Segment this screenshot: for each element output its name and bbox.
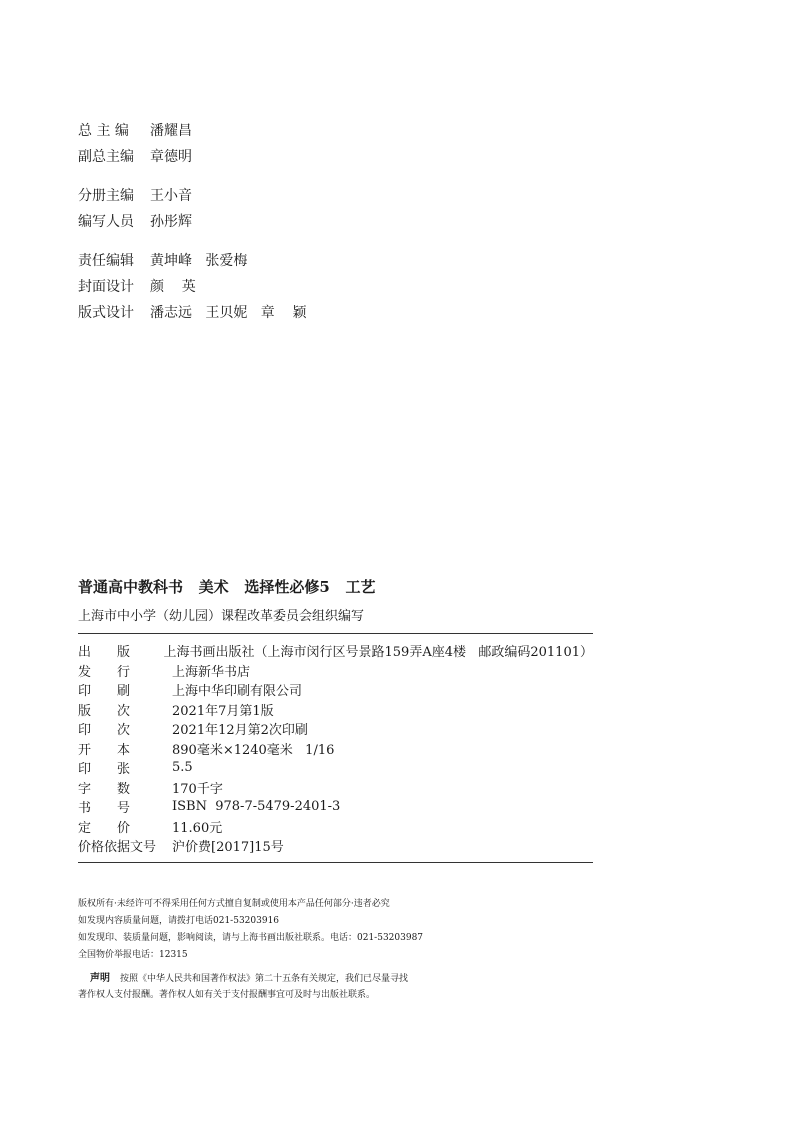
- copyright-notes: [78, 896, 478, 964]
- credit-row: [78, 250, 578, 276]
- credit-row: [78, 302, 578, 328]
- pub-value: 上海新华书店: [172, 664, 251, 680]
- statement-block: [78, 971, 448, 1003]
- pub-row: [78, 661, 593, 681]
- pub-value: 5.5: [172, 760, 193, 776]
- pub-value: 沪价费[2017]15号: [172, 840, 284, 856]
- pub-label: 印 张: [78, 762, 131, 778]
- credit-names: 黄坤峰 张爱梅: [150, 253, 248, 269]
- pub-label: 发 行: [78, 664, 131, 680]
- pub-row: [78, 817, 593, 837]
- credits-block: [78, 120, 578, 341]
- credit-group-chief-editors: [78, 120, 578, 172]
- credit-names: 章德明: [150, 149, 192, 165]
- credit-role: 版式设计: [78, 305, 134, 321]
- pub-label: 出 版: [78, 645, 131, 661]
- credit-names: 颜 英: [150, 279, 196, 295]
- statement-line: 著作权人支付报酬。著作权人如有关于支付报酬事宜可及时与出版社联系。: [78, 990, 376, 1000]
- credit-role: 责任编辑: [78, 253, 134, 269]
- pub-value: 170千字: [172, 781, 223, 797]
- credit-group-volume-editors: [78, 185, 578, 237]
- credit-role: 副总主编: [78, 149, 134, 165]
- note-line: 如发现内容质量问题，请拨打电话021-53203916: [78, 916, 280, 926]
- credit-names: 潘耀昌: [150, 123, 192, 139]
- book-title: 普通高中教科书 美术 选择性必修5 工艺: [78, 578, 376, 596]
- pub-label: 版 次: [78, 703, 131, 719]
- credit-role: 封面设计: [78, 279, 134, 295]
- pub-label: 字 数: [78, 781, 131, 797]
- pub-row: [78, 680, 593, 700]
- pub-label: 印 刷: [78, 684, 131, 700]
- note-line: 如发现印、装质量问题，影响阅读，请与上海书画出版社联系。电话：021-53203987: [78, 933, 424, 943]
- credit-row: [78, 146, 578, 172]
- pub-value: 上海中华印刷有限公司: [172, 684, 303, 700]
- pub-value: 890毫米×1240毫米 1/16: [172, 742, 335, 758]
- credit-role: 编写人员: [78, 214, 134, 230]
- credit-names: 孙彤辉: [150, 214, 192, 230]
- statement-label: 声明: [90, 973, 110, 984]
- pub-row: [78, 797, 593, 817]
- pub-label: 开 本: [78, 742, 131, 758]
- publication-info-table: [78, 633, 593, 863]
- pub-row: [78, 641, 593, 661]
- credit-row: [78, 120, 578, 146]
- pub-row: [78, 758, 593, 778]
- pub-row: [78, 836, 593, 856]
- pub-label: 印 次: [78, 723, 131, 739]
- credit-role: 总 主 编: [78, 123, 129, 139]
- pub-value: 11.60元: [172, 820, 223, 836]
- credit-names: 潘志远 王贝妮 章 颖: [150, 305, 307, 321]
- credit-row: [78, 276, 578, 302]
- credit-row: [78, 211, 578, 237]
- pub-label: 定 价: [78, 820, 131, 836]
- pub-value: 2021年7月第1版: [172, 703, 274, 719]
- statement-text: 按照《中华人民共和国著作权法》第二十五条有关规定，我们已尽量寻找: [120, 974, 409, 984]
- pub-value: ISBN 978-7-5479-2401-3: [172, 799, 341, 815]
- note-line: 版权所有·未经许可不得采用任何方式擅自复制或使用本产品任何部分·违者必究: [78, 899, 390, 909]
- pub-row: [78, 719, 593, 739]
- credit-group-production: [78, 250, 578, 328]
- pub-row: [78, 700, 593, 720]
- compiler-line: 上海市中小学（幼儿园）课程改革委员会组织编写: [78, 609, 365, 624]
- pub-label: 价格依据文号: [78, 840, 157, 856]
- pub-value: 2021年12月第2次印刷: [172, 723, 308, 739]
- pub-row: [78, 778, 593, 798]
- credit-names: 王小音: [150, 188, 192, 204]
- credit-row: [78, 185, 578, 211]
- credit-role: 分册主编: [78, 188, 134, 204]
- pub-value: 上海书画出版社（上海市闵行区号景路159弄A座4楼 邮政编码201101）: [163, 645, 593, 661]
- statement-line: [78, 971, 448, 987]
- note-line: 全国物价举报电话：12315: [78, 950, 188, 960]
- pub-label: 书 号: [78, 801, 131, 817]
- pub-row: [78, 739, 593, 759]
